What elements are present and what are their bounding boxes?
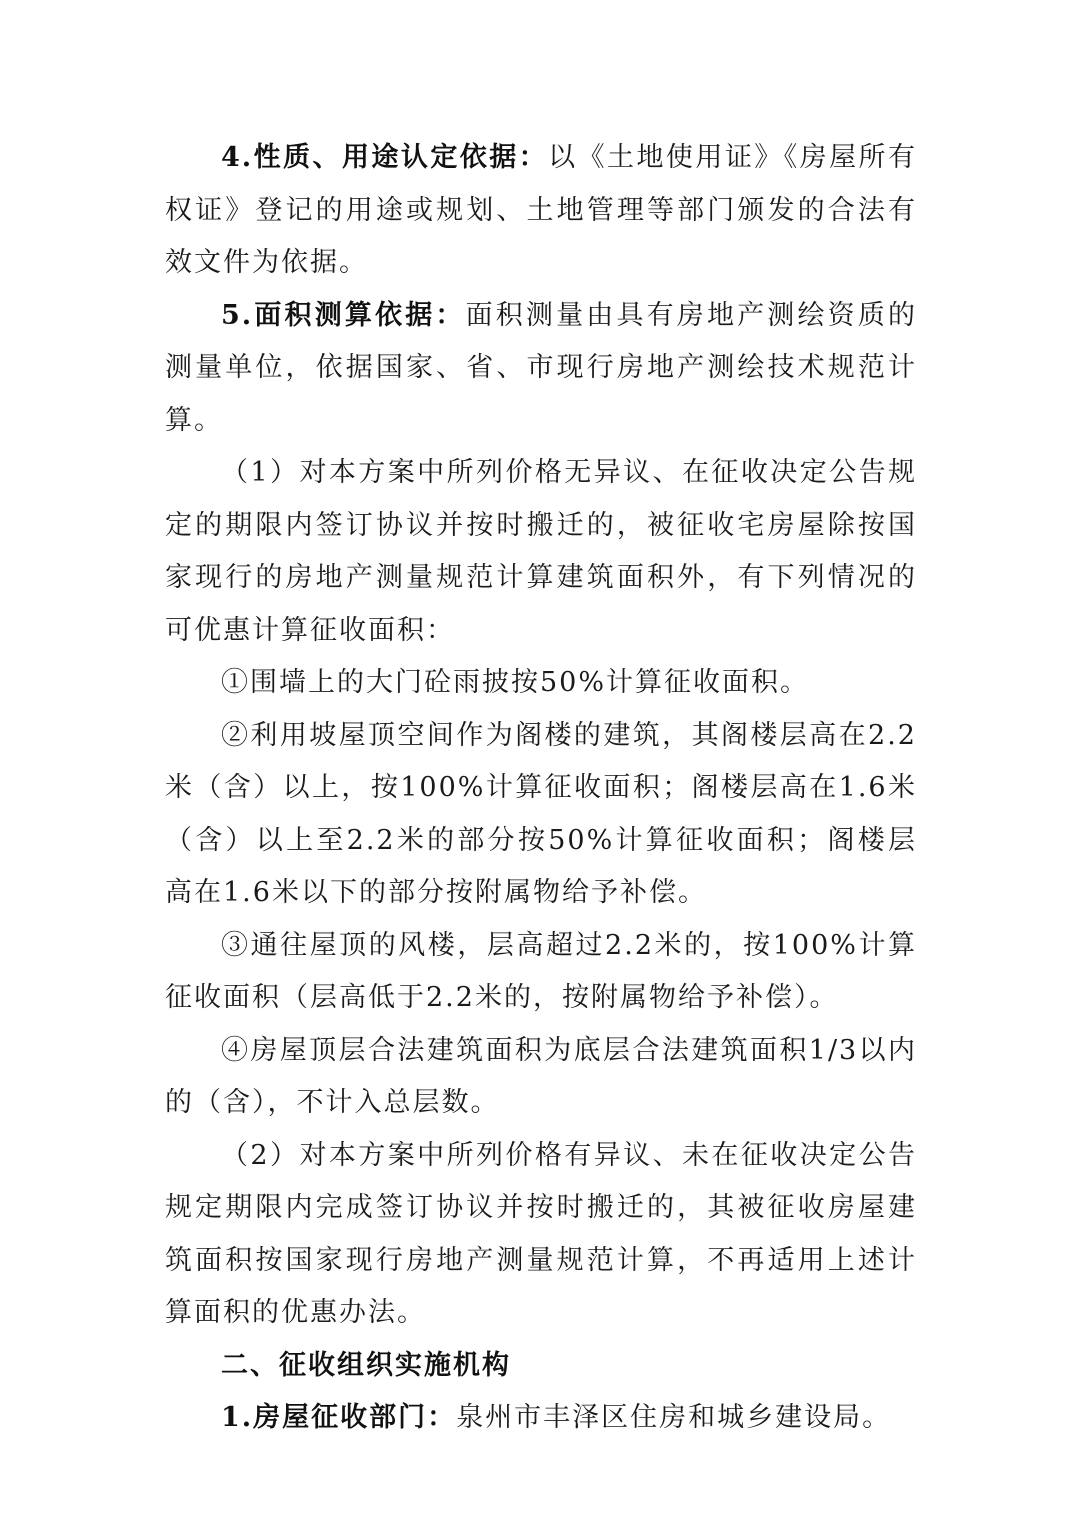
paragraph-sub-item-3 [165,920,917,1025]
paragraph-item-1 [165,447,917,657]
paragraph-item-2 [165,1130,917,1340]
paragraph-text: 面积测量由具有房地产测绘资质的测量单位，依据国家、省、市现行房地产测绘技术规范计算。 [165,299,918,436]
paragraph-expropriation-department [165,1392,917,1445]
paragraph-text: ④房屋顶层合法建筑面积为底层合法建筑面积1/3以内的（含），不计入总层数。 [165,1034,917,1118]
paragraph-text: 泉州市丰泽区住房和城乡建设局。 [456,1402,892,1433]
paragraph-sub-item-1 [165,657,917,710]
paragraph-text: ①围墙上的大门砼雨披按50%计算征收面积。 [221,667,810,698]
paragraph-text: （1）对本方案中所列价格无异议、在征收决定公告规定的期限内签订协议并按时搬迁的，被征收宅房屋除按国家现行的房地产测量规范计算建筑面积外，有下列情况的可优惠计算征收面积： [165,457,917,646]
paragraph-label: 4.性质、用途认定依据： [221,142,549,173]
paragraph-usage-basis [165,132,917,290]
document-body [165,132,917,1445]
paragraph-text: ②利用坡屋顶空间作为阁楼的建筑，其阁楼层高在2.2米（含）以上，按100%计算征收面积；阁楼层高在1.6米（含）以上至2.2米的部分按50%计算征收面积；阁楼层高在1.6米以下的部分按附属物给予补偿。 [165,719,917,908]
paragraph-sub-item-2 [165,710,917,920]
paragraph-text: 以《土地使用证》《房屋所有权证》登记的用途或规划、土地管理等部门颁发的合法有效文件为依据。 [165,142,918,278]
paragraph-sub-item-4 [165,1025,917,1130]
paragraph-label: 5.面积测算依据： [221,299,466,331]
paragraph-text: （2）对本方案中所列价格有异议、未在征收决定公告规定期限内完成签订协议并按时搬迁的，其被征收房屋建筑面积按国家现行房地产测量规范计算，不再适用上述计算面积的优惠办法。 [165,1139,917,1328]
paragraph-area-basis [165,290,917,448]
paragraph-label: 1.房屋征收部门： [221,1402,457,1433]
section-heading: 二、征收组织实施机构 [221,1349,511,1381]
paragraph-text: ③通往屋顶的风楼，层高超过2.2米的，按100%计算征收面积（层高低于2.2米的，按附属物给予补偿）。 [165,929,917,1013]
